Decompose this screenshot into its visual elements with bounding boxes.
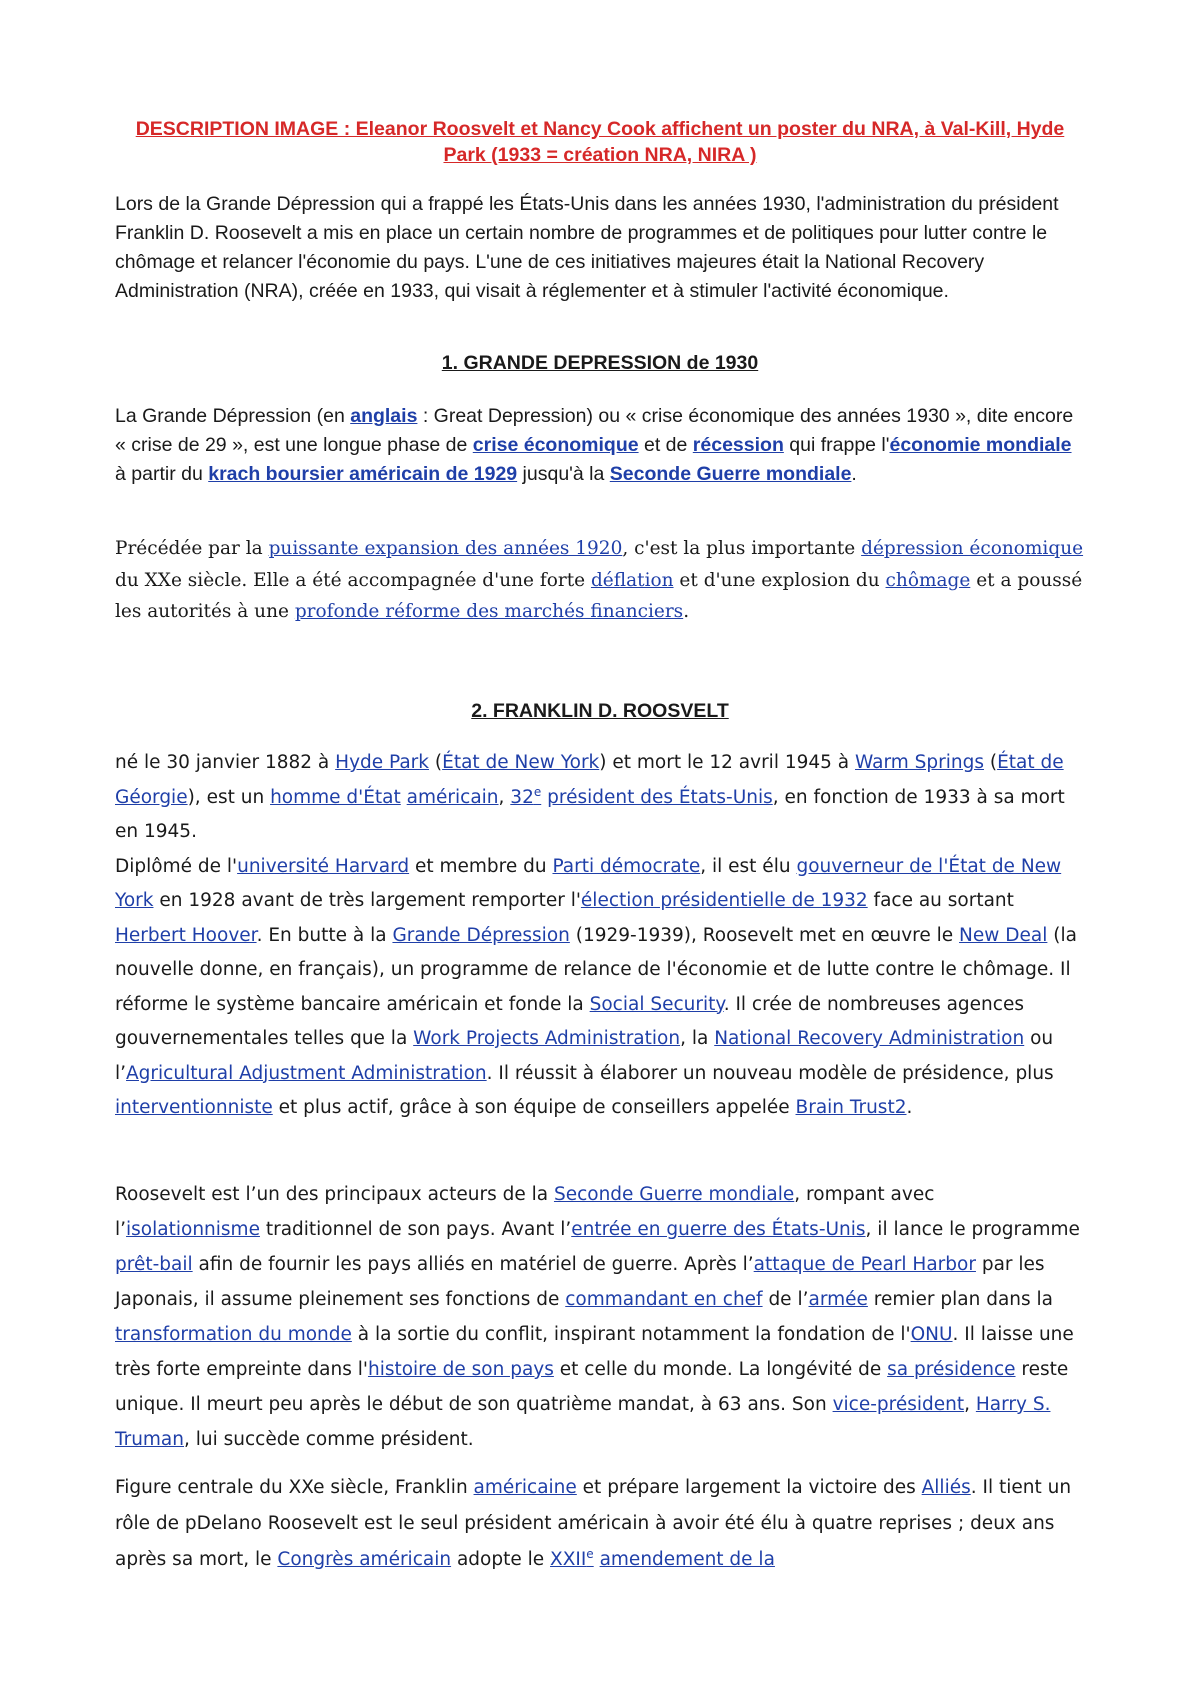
link-national-recovery-administration[interactable]: National Recovery Administration bbox=[714, 1028, 1025, 1049]
link-anglais[interactable]: anglais bbox=[350, 405, 418, 427]
link-brain-trust[interactable]: Brain Trust2 bbox=[795, 1097, 907, 1118]
link-krach-1929[interactable]: krach boursier américain de 1929 bbox=[208, 463, 518, 485]
link-pret-bail[interactable]: prêt-bail bbox=[115, 1254, 193, 1275]
section-heading-roosevelt: 2. FRANKLIN D. ROOSVELT bbox=[471, 700, 729, 722]
link-grande-depression[interactable]: Grande Dépression bbox=[392, 924, 570, 946]
link-reforme-marches[interactable]: profonde réforme des marchés financiers bbox=[294, 601, 684, 622]
link-americain[interactable]: américain bbox=[406, 786, 499, 808]
link-crise-economique[interactable]: crise économique bbox=[472, 434, 639, 456]
link-pearl-harbor[interactable]: attaque de Pearl Harbor bbox=[753, 1254, 976, 1275]
link-gouverneur-new-york[interactable]: gouverneur de l'État de New York bbox=[115, 855, 1062, 911]
paragraph-grande-depression-context: Précédée par la puissante expansion des années 1920, c'est la plus importante dépression économique du XXe siècle. Elle a été accompagnée d'une forte déflation et d'une explosion du chômage et a poussé les autorités à une profonde réforme des marchés financiers. bbox=[115, 538, 1084, 622]
link-etat-new-york[interactable]: État de New York bbox=[442, 752, 600, 773]
link-vice-president[interactable]: vice-président bbox=[832, 1394, 965, 1415]
link-histoire-pays[interactable]: histoire de son pays bbox=[367, 1359, 554, 1380]
link-work-projects-administration[interactable]: Work Projects Administration bbox=[413, 1028, 681, 1049]
link-recession[interactable]: récession bbox=[692, 434, 784, 456]
paragraph-roosevelt-biography: né le 30 janvier 1882 à Hyde Park (État de New York) et mort le 12 avril 1945 à Warm Springs (État de Géorgie), est un homme d'État américain, 32e président des États-Unis, en fonction de 1933 à sa mort en 1945. Diplômé de l'université Harvard et membre du Parti démocrate, il est élu gouverneur de l'État de New York en 1928 avant de très largement remporter l'élection présidentielle de 1932 face au sortant Herbert Hoover. En butte à la Grande Dépression (1929-1939), Roosevelt met en œuvre le New Deal (la nouvelle donne, en français), un programme de relance de l'économie et de lutte contre le chômage. Il réforme le système bancaire américain et fonde la Social Security. Il crée de nombreuses agences gouvernementales telles que la Work Projects Administration, la National Recovery Administration ou l’Agricultural Adjustment Administration. Il réussit à élaborer un nouveau modèle de présidence, plus interventionniste et plus actif, grâce à son équipe de conseillers appelée Brain Trust2. bbox=[115, 752, 1077, 1118]
link-new-deal[interactable]: New Deal bbox=[959, 924, 1048, 946]
link-expansion-1920[interactable]: puissante expansion des années 1920 bbox=[268, 538, 623, 559]
link-economie-mondiale[interactable]: économie mondiale bbox=[889, 434, 1072, 456]
link-harry-truman[interactable]: Harry S. Truman bbox=[115, 1394, 1051, 1450]
link-entree-en-guerre[interactable]: entrée en guerre des États-Unis bbox=[571, 1219, 866, 1240]
link-32e[interactable]: 32e bbox=[510, 784, 542, 808]
link-armee[interactable]: armée bbox=[808, 1289, 868, 1310]
section-heading-grande-depression: 1. GRANDE DEPRESSION de 1930 bbox=[441, 352, 759, 374]
link-transformation-monde[interactable]: transformation du monde bbox=[115, 1324, 352, 1345]
paragraph-grande-depression-definition: La Grande Dépression (en anglais : Great Depression) ou « crise économique des années 1930 », dite encore « crise de 29 », est une longue phase de crise économique et de récession qui frappe l'économie mondiale à partir du krach boursier américain de 1929 jusqu'à la Seconde Guerre mondiale. bbox=[115, 405, 1074, 485]
link-commandant-en-chef[interactable]: commandant en chef bbox=[565, 1289, 763, 1310]
link-xxii-amendement[interactable]: XXIIe bbox=[550, 1546, 594, 1570]
link-herbert-hoover[interactable]: Herbert Hoover bbox=[115, 924, 257, 946]
link-allies[interactable]: Alliés bbox=[921, 1477, 971, 1498]
link-amendement-constitution[interactable]: amendement de la bbox=[599, 1549, 775, 1570]
paragraph-roosevelt-legacy: Figure centrale du XXe siècle, Franklin américaine et prépare largement la victoire des Alliés. Il tient un rôle de pDelano Roosevelt est le seul président américain à avoir été élu à quatre reprises ; deux ans après sa mort, le Congrès américain adopte le XXIIe amendement de la bbox=[115, 1477, 1072, 1570]
link-deflation[interactable]: déflation bbox=[590, 569, 674, 591]
link-sa-presidence[interactable]: sa présidence bbox=[887, 1359, 1016, 1380]
link-seconde-guerre-mondiale-2[interactable]: Seconde Guerre mondiale bbox=[553, 1184, 795, 1205]
link-depression-economique[interactable]: dépression économique bbox=[861, 538, 1084, 559]
link-onu[interactable]: ONU bbox=[910, 1324, 953, 1345]
link-universite-harvard[interactable]: université Harvard bbox=[237, 855, 410, 877]
link-president-etats-unis[interactable]: président des États-Unis bbox=[547, 786, 773, 808]
link-interventionniste[interactable]: interventionniste bbox=[115, 1097, 273, 1118]
image-description-title: DESCRIPTION IMAGE : Eleanor Roosvelt et Nancy Cook affichent un poster du NRA, à Val-Kill, Hyde Park (1933 = création NRA, NIRA ) bbox=[135, 118, 1065, 166]
link-homme-etat[interactable]: homme d'État bbox=[270, 786, 401, 808]
link-election-1932[interactable]: élection présidentielle de 1932 bbox=[580, 890, 868, 911]
link-seconde-guerre-mondiale[interactable]: Seconde Guerre mondiale bbox=[609, 463, 852, 485]
paragraph-roosevelt-war: Roosevelt est l’un des principaux acteurs de la Seconde Guerre mondiale, rompant avec l’isolationnisme traditionnel de son pays. Avant l’entrée en guerre des États-Unis, il lance le programme prêt-bail afin de fournir les pays alliés en matériel de guerre. Après l’attaque de Pearl Harbor par les Japonais, il assume pleinement ses fonctions de commandant en chef de l’armée remier plan dans la transformation du monde à la sortie du conflit, inspirant notamment la fondation de l'ONU. Il laisse une très forte empreinte dans l'histoire de son pays et celle du monde. La longévité de sa présidence reste unique. Il meurt peu après le début de son quatrième mandat, à 63 ans. Son vice-président, Harry S. Truman, lui succède comme président. bbox=[115, 1184, 1080, 1450]
link-etat-georgie[interactable]: État de Géorgie bbox=[115, 752, 1064, 808]
link-congres-americain[interactable]: Congrès américain bbox=[277, 1549, 452, 1570]
link-hyde-park[interactable]: Hyde Park bbox=[335, 752, 430, 773]
link-americaine[interactable]: américaine bbox=[473, 1477, 577, 1498]
link-isolationnisme[interactable]: isolationnisme bbox=[126, 1219, 260, 1240]
intro-paragraph: Lors de la Grande Dépression qui a frappé les États-Unis dans les années 1930, l'administration du président Franklin D. Roosevelt a mis en place un certain nombre de programmes et de politiques pour lutter contre le chômage et relancer l'économie du pays. L'une de ces initiatives majeures était la National Recovery Administration (NRA), créée en 1933, qui visait à réglementer et à stimuler l'activité économique. bbox=[115, 193, 1059, 302]
link-warm-springs[interactable]: Warm Springs bbox=[855, 752, 984, 773]
link-chomage[interactable]: chômage bbox=[885, 569, 971, 591]
link-agricultural-adjustment-administration[interactable]: Agricultural Adjustment Administration bbox=[126, 1062, 487, 1084]
link-parti-democrate[interactable]: Parti démocrate bbox=[552, 855, 701, 877]
link-social-security[interactable]: Social Security bbox=[589, 993, 724, 1015]
